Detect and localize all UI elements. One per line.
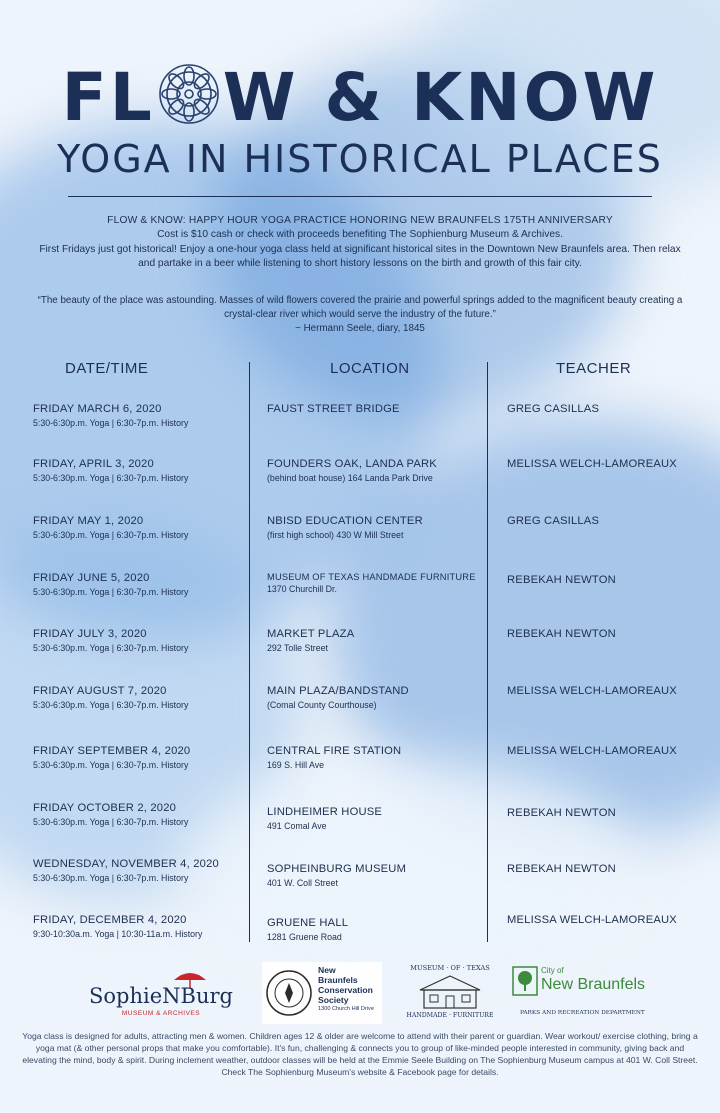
event-location: SOPHEINBURG MUSEUM	[267, 863, 407, 875]
intro-cost: Cost is $10 cash or check with proceeds benefiting The Sophienburg Museum & Archives.	[157, 229, 563, 241]
event-teacher: REBEKAH NEWTON	[507, 807, 616, 819]
page-title: FL W & KNOW	[61, 59, 659, 136]
page-subtitle: YOGA IN HISTORICAL PLACES	[57, 137, 663, 181]
event-address: (behind boat house) 164 Landa Park Drive	[267, 472, 433, 483]
event-address: 1281 Gruene Road	[267, 931, 342, 942]
column-header-date: DATE/TIME	[65, 360, 149, 377]
event-address: 1370 Churchill Dr.	[267, 584, 337, 595]
event-teacher: GREG CASILLAS	[507, 515, 600, 527]
event-time: 5:30-6:30p.m. Yoga | 6:30-7p.m. History	[33, 586, 189, 597]
event-location: MARKET PLAZA	[267, 628, 355, 640]
event-address: 401 W. Coll Street	[267, 877, 338, 888]
event-location: GRUENE HALL	[267, 917, 349, 929]
event-time: 9:30-10:30a.m. Yoga | 10:30-11a.m. History	[33, 928, 203, 939]
event-time: 5:30-6:30p.m. Yoga | 6:30-7p.m. History	[33, 816, 189, 827]
event-location: CENTRAL FIRE STATION	[267, 745, 402, 757]
event-teacher: MELISSA WELCH-LAMOREAUX	[507, 458, 677, 470]
house-icon	[418, 974, 482, 1010]
event-teacher: GREG CASILLAS	[507, 403, 600, 415]
event-teacher: MELISSA WELCH-LAMOREAUX	[507, 685, 677, 697]
event-date: FRIDAY, APRIL 3, 2020	[33, 458, 154, 470]
quote-text: “The beauty of the place was astounding. Masses of wild flowers covered the prairie and powerful springs added to the magnificent beauty creating a crystal-clear river which would serve the industry of the future.”	[37, 295, 683, 321]
event-time: 5:30-6:30p.m. Yoga | 6:30-7p.m. History	[33, 642, 189, 653]
event-teacher: MELISSA WELCH-LAMOREAUX	[507, 914, 677, 926]
mthf-logo	[404, 964, 496, 1022]
nbcs-logo	[262, 962, 382, 1024]
sophienburg-tagline: MUSEUM & ARCHIVES	[121, 1010, 201, 1017]
event-date: FRIDAY JULY 3, 2020	[33, 628, 147, 640]
event-time: 5:30-6:30p.m. Yoga | 6:30-7p.m. History	[33, 759, 189, 770]
event-date: FRIDAY SEPTEMBER 4, 2020	[33, 745, 191, 757]
event-date: WEDNESDAY, NOVEMBER 4, 2020	[33, 858, 219, 870]
event-date: FRIDAY OCTOBER 2, 2020	[33, 802, 177, 814]
event-location: FAUST STREET BRIDGE	[267, 403, 400, 415]
event-address: (first high school) 430 W Mill Street	[267, 529, 404, 540]
footer-note: Yoga class is designed for adults, attracting men & women. Children ages 12 & older are welcome to attend with their parent or guardian. Wear workout/ exercise clothing, bring a yoga mat (& other personal props that make you comfortable). It's fun, challenging & connects you to group of like-minded people interested in community, giving back and elevating the mind, body & spirit. During inclement weather, outdoor classes will be held at the Emmie Seele Building on The Sophienburg Museum campus at 401 W. Coll Street. Check The Sophienburg Museum's website & Facebook page for details.	[22, 1031, 698, 1077]
city-department: PARKS AND RECREATION DEPARTMENT	[520, 1010, 645, 1016]
intro-heading: FLOW & KNOW: HAPPY HOUR YOGA PRACTICE HONORING NEW BRAUNFELS 175TH ANNIVERSARY	[107, 215, 613, 226]
event-time: 5:30-6:30p.m. Yoga | 6:30-7p.m. History	[33, 417, 189, 428]
mthf-bottom-text: HANDMADE · FURNITURE	[406, 1012, 494, 1019]
city-name: New Braunfels	[541, 976, 646, 993]
mandala-icon	[157, 62, 221, 126]
event-time: 5:30-6:30p.m. Yoga | 6:30-7p.m. History	[33, 872, 189, 883]
event-location: MAIN PLAZA/BANDSTAND	[267, 685, 409, 697]
title-divider	[68, 196, 652, 197]
quote-attribution: ~ Hermann Seele, diary, 1845	[295, 323, 425, 335]
intro-description: First Fridays just got historical! Enjoy a one-hour yoga class held at significant historical sites in the Downtown New Braunfels area. Then relax and partake in a beer while listening to short history lessons on the birth and growth of this fair city.	[39, 243, 681, 270]
event-address: 292 Tolle Street	[267, 642, 328, 653]
event-date: FRIDAY AUGUST 7, 2020	[33, 685, 167, 697]
city-small-label: City of	[541, 966, 564, 975]
event-date: FRIDAY MARCH 6, 2020	[33, 403, 162, 415]
column-header-location: LOCATION	[330, 360, 410, 377]
mthf-top-text: MUSEUM · OF · TEXAS	[410, 964, 490, 972]
event-address: 169 S. Hill Ave	[267, 759, 325, 770]
quote-block	[30, 294, 690, 337]
nbcs-name-line: Society	[318, 994, 349, 1005]
event-teacher: REBEKAH NEWTON	[507, 863, 616, 875]
column-header-teacher: TEACHER	[556, 360, 632, 377]
event-date: FRIDAY MAY 1, 2020	[33, 515, 144, 527]
sophienburg-wordmark: SophieNBurg	[89, 984, 233, 1008]
event-time: 5:30-6:30p.m. Yoga | 6:30-7p.m. History	[33, 472, 189, 483]
event-location: MUSEUM OF TEXAS HANDMADE FURNITURE	[267, 572, 476, 582]
event-time: 5:30-6:30p.m. Yoga | 6:30-7p.m. History	[33, 699, 189, 710]
sophienburg-logo	[82, 970, 240, 1020]
event-teacher: MELISSA WELCH-LAMOREAUX	[507, 745, 677, 757]
event-location: FOUNDERS OAK, LANDA PARK	[267, 458, 437, 470]
sponsor-logos	[0, 962, 720, 1024]
nbcs-name-line: Braunfels	[318, 974, 358, 985]
event-address: 491 Comal Ave	[267, 820, 327, 831]
nbcs-name-line: Conservation	[318, 984, 373, 995]
event-address: (Comal County Courthouse)	[267, 699, 377, 710]
event-date: FRIDAY JUNE 5, 2020	[33, 572, 150, 584]
seal-icon	[264, 966, 314, 1020]
intro-block	[30, 214, 690, 272]
nbcs-name-line: New	[318, 965, 336, 975]
event-time: 5:30-6:30p.m. Yoga | 6:30-7p.m. History	[33, 529, 189, 540]
nbcs-address: 1300 Church Hill Drive	[318, 1005, 374, 1012]
event-teacher: REBEKAH NEWTON	[507, 628, 616, 640]
event-teacher: REBEKAH NEWTON	[507, 574, 616, 586]
event-location: NBISD EDUCATION CENTER	[267, 515, 423, 527]
city-logo	[512, 966, 646, 1022]
tree-icon	[512, 966, 538, 996]
event-location: LINDHEIMER HOUSE	[267, 806, 383, 818]
event-date: FRIDAY, DECEMBER 4, 2020	[33, 914, 187, 926]
